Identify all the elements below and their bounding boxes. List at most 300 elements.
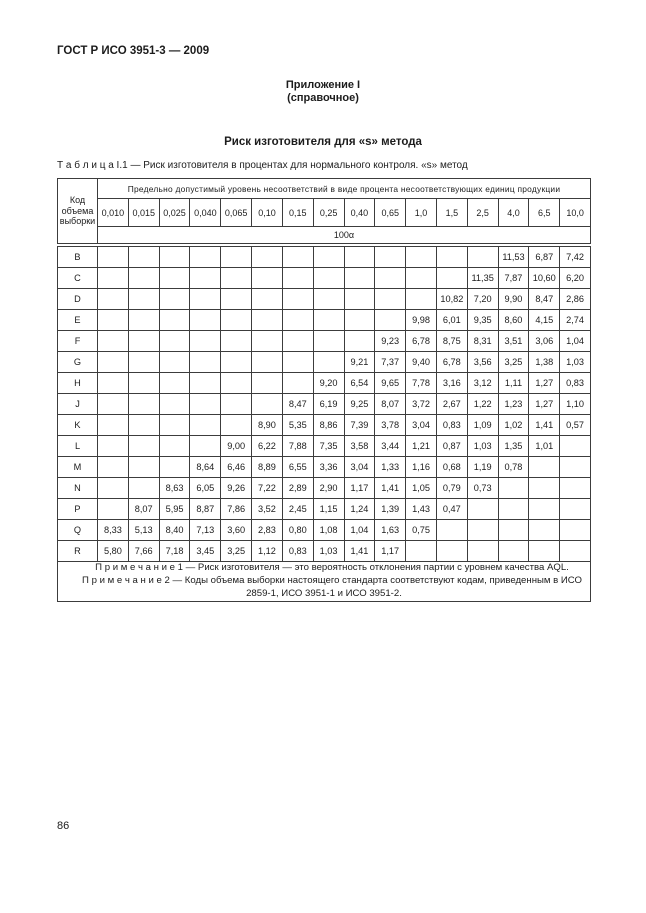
value-cell xyxy=(159,436,190,457)
page-number: 86 xyxy=(57,820,70,832)
value-cell xyxy=(406,289,437,310)
value-cell xyxy=(98,478,129,499)
sample-size-code: C xyxy=(58,268,98,289)
value-cell xyxy=(98,331,129,352)
value-cell: 6,55 xyxy=(282,457,313,478)
value-cell: 1,19 xyxy=(467,457,498,478)
value-cell: 1,27 xyxy=(529,394,560,415)
aql-values-row xyxy=(58,199,591,227)
sample-size-code: D xyxy=(58,289,98,310)
value-cell xyxy=(529,520,560,541)
value-cell: 6,01 xyxy=(436,310,467,331)
value-cell: 1,04 xyxy=(560,331,591,352)
value-cell xyxy=(128,331,159,352)
risk-table xyxy=(57,178,591,602)
value-cell xyxy=(98,394,129,415)
value-cell: 1,03 xyxy=(467,436,498,457)
value-cell xyxy=(313,289,344,310)
value-cell xyxy=(190,331,221,352)
value-cell xyxy=(159,394,190,415)
value-cell: 1,33 xyxy=(375,457,406,478)
value-cell xyxy=(128,415,159,436)
value-cell: 8,31 xyxy=(467,331,498,352)
value-cell: 1,03 xyxy=(313,541,344,562)
value-cell xyxy=(159,331,190,352)
value-cell: 1,22 xyxy=(467,394,498,415)
value-cell: 7,86 xyxy=(221,499,252,520)
value-cell xyxy=(313,245,344,268)
value-cell: 0,79 xyxy=(436,478,467,499)
value-cell xyxy=(98,436,129,457)
value-cell xyxy=(344,268,375,289)
value-cell: 3,25 xyxy=(498,352,529,373)
value-cell: 1,39 xyxy=(375,499,406,520)
value-cell xyxy=(436,541,467,562)
value-cell: 8,47 xyxy=(282,394,313,415)
value-cell xyxy=(344,310,375,331)
table-note xyxy=(58,575,590,601)
value-cell: 5,13 xyxy=(128,520,159,541)
value-cell xyxy=(252,310,283,331)
value-cell xyxy=(159,289,190,310)
value-cell xyxy=(375,289,406,310)
table-note xyxy=(58,562,590,575)
value-cell xyxy=(190,415,221,436)
value-cell: 9,20 xyxy=(313,373,344,394)
table-row xyxy=(58,268,591,289)
note-text: — Риск изготовителя — это вероятность отклонения партии с уровнем качества AQL. xyxy=(183,562,569,573)
value-cell: 2,86 xyxy=(560,289,591,310)
value-cell: 3,44 xyxy=(375,436,406,457)
note-text: — Коды объема выборки настоящего стандарта соответствуют кодам, приведенным в ИСО 2859-1, ИСО 3951-1 и ИСО 3951-2. xyxy=(169,574,582,599)
value-cell: 0,78 xyxy=(498,457,529,478)
value-cell xyxy=(406,541,437,562)
value-cell xyxy=(252,394,283,415)
value-cell: 6,05 xyxy=(190,478,221,499)
value-cell xyxy=(159,457,190,478)
value-cell: 1,41 xyxy=(375,478,406,499)
value-cell xyxy=(159,352,190,373)
value-cell xyxy=(128,289,159,310)
note-label: П р и м е ч а н и е 2 xyxy=(82,574,170,586)
sample-size-code: P xyxy=(58,499,98,520)
value-cell xyxy=(282,268,313,289)
aql-column-header: 0,010 xyxy=(98,199,129,227)
value-cell: 7,37 xyxy=(375,352,406,373)
table-row xyxy=(58,457,591,478)
value-cell: 0,80 xyxy=(282,520,313,541)
value-cell: 6,87 xyxy=(529,245,560,268)
value-cell xyxy=(98,352,129,373)
value-cell: 3,78 xyxy=(375,415,406,436)
value-cell: 1,01 xyxy=(529,436,560,457)
value-cell: 8,63 xyxy=(159,478,190,499)
table-row xyxy=(58,478,591,499)
value-cell: 3,56 xyxy=(467,352,498,373)
value-cell xyxy=(98,373,129,394)
value-cell: 1,15 xyxy=(313,499,344,520)
value-cell: 0,57 xyxy=(560,415,591,436)
value-cell: 0,73 xyxy=(467,478,498,499)
value-cell: 0,68 xyxy=(436,457,467,478)
value-cell: 6,54 xyxy=(344,373,375,394)
sample-size-code: G xyxy=(58,352,98,373)
value-cell: 1,03 xyxy=(560,352,591,373)
table-row xyxy=(58,245,591,268)
aql-column-header: 0,65 xyxy=(375,199,406,227)
value-cell: 6,46 xyxy=(221,457,252,478)
value-cell xyxy=(498,541,529,562)
value-cell: 2,74 xyxy=(560,310,591,331)
value-cell: 1,16 xyxy=(406,457,437,478)
value-cell xyxy=(221,245,252,268)
value-cell xyxy=(190,310,221,331)
table-caption-text: — Риск изготовителя в процентах для нормального контроля. «s» метод xyxy=(127,160,468,171)
span-header-row xyxy=(58,179,591,199)
value-cell: 1,17 xyxy=(375,541,406,562)
value-cell xyxy=(221,268,252,289)
value-cell xyxy=(98,499,129,520)
value-cell xyxy=(98,310,129,331)
value-cell: 9,65 xyxy=(375,373,406,394)
value-cell: 1,63 xyxy=(375,520,406,541)
value-cell: 3,04 xyxy=(344,457,375,478)
value-cell: 2,89 xyxy=(282,478,313,499)
value-cell: 1,43 xyxy=(406,499,437,520)
value-cell xyxy=(190,289,221,310)
value-cell: 0,83 xyxy=(282,541,313,562)
value-cell xyxy=(128,394,159,415)
value-cell xyxy=(282,331,313,352)
value-cell: 1,38 xyxy=(529,352,560,373)
value-cell xyxy=(560,478,591,499)
value-cell: 8,60 xyxy=(498,310,529,331)
value-cell: 7,66 xyxy=(128,541,159,562)
value-cell: 8,33 xyxy=(98,520,129,541)
value-cell: 6,22 xyxy=(252,436,283,457)
value-cell: 3,52 xyxy=(252,499,283,520)
value-cell: 7,78 xyxy=(406,373,437,394)
value-cell: 1,41 xyxy=(529,415,560,436)
value-cell xyxy=(128,352,159,373)
value-cell xyxy=(498,478,529,499)
value-cell: 8,89 xyxy=(252,457,283,478)
value-cell xyxy=(560,436,591,457)
value-cell: 3,25 xyxy=(221,541,252,562)
aql-column-header: 10,0 xyxy=(560,199,591,227)
value-cell xyxy=(252,331,283,352)
value-cell: 8,64 xyxy=(190,457,221,478)
value-cell xyxy=(344,331,375,352)
value-cell: 3,04 xyxy=(406,415,437,436)
aql-column-header: 0,040 xyxy=(190,199,221,227)
table-row xyxy=(58,520,591,541)
table-body xyxy=(58,245,591,562)
value-cell: 3,51 xyxy=(498,331,529,352)
value-cell xyxy=(344,245,375,268)
value-cell: 4,15 xyxy=(529,310,560,331)
value-cell xyxy=(128,478,159,499)
value-cell: 2,90 xyxy=(313,478,344,499)
table-row xyxy=(58,499,591,520)
value-cell xyxy=(436,245,467,268)
table-row xyxy=(58,415,591,436)
value-cell: 8,75 xyxy=(436,331,467,352)
sample-size-code: Q xyxy=(58,520,98,541)
value-cell: 1,24 xyxy=(344,499,375,520)
value-cell xyxy=(282,373,313,394)
value-cell xyxy=(221,415,252,436)
value-cell: 3,60 xyxy=(221,520,252,541)
value-cell xyxy=(221,352,252,373)
aql-span-header: Предельно допустимый уровень несоответствий в виде процента несоответствующих единиц продукции xyxy=(98,179,591,199)
value-cell: 3,72 xyxy=(406,394,437,415)
value-cell: 8,86 xyxy=(313,415,344,436)
value-cell: 1,12 xyxy=(252,541,283,562)
table-row xyxy=(58,289,591,310)
value-cell xyxy=(375,310,406,331)
appendix-subtitle: (справочное) xyxy=(287,92,359,104)
value-cell xyxy=(190,436,221,457)
value-cell xyxy=(282,310,313,331)
value-cell: 3,58 xyxy=(344,436,375,457)
value-cell xyxy=(190,352,221,373)
value-cell xyxy=(313,331,344,352)
value-cell xyxy=(159,373,190,394)
aql-column-header: 0,25 xyxy=(313,199,344,227)
value-cell xyxy=(375,268,406,289)
value-cell: 7,87 xyxy=(498,268,529,289)
sample-size-code: L xyxy=(58,436,98,457)
table-row xyxy=(58,394,591,415)
value-cell xyxy=(252,245,283,268)
value-cell xyxy=(529,478,560,499)
aql-column-header: 1,5 xyxy=(436,199,467,227)
table-footer xyxy=(58,562,591,602)
value-cell: 9,35 xyxy=(467,310,498,331)
value-cell: 10,82 xyxy=(436,289,467,310)
value-cell xyxy=(560,541,591,562)
sample-size-code: R xyxy=(58,541,98,562)
value-cell xyxy=(498,520,529,541)
value-cell: 3,12 xyxy=(467,373,498,394)
note-label: П р и м е ч а н и е 1 xyxy=(95,562,183,573)
value-cell: 1,21 xyxy=(406,436,437,457)
table-row xyxy=(58,373,591,394)
value-cell xyxy=(436,268,467,289)
value-cell xyxy=(98,245,129,268)
value-cell xyxy=(128,373,159,394)
value-cell xyxy=(252,268,283,289)
value-cell: 2,67 xyxy=(436,394,467,415)
aql-column-header: 0,025 xyxy=(159,199,190,227)
value-cell xyxy=(190,373,221,394)
table-row xyxy=(58,541,591,562)
value-cell: 1,09 xyxy=(467,415,498,436)
aql-column-header: 0,40 xyxy=(344,199,375,227)
value-cell: 7,22 xyxy=(252,478,283,499)
value-cell xyxy=(98,289,129,310)
value-cell: 2,45 xyxy=(282,499,313,520)
value-cell xyxy=(128,457,159,478)
value-cell xyxy=(128,310,159,331)
sample-size-code: N xyxy=(58,478,98,499)
alpha-label: 100α xyxy=(98,227,591,246)
value-cell: 6,20 xyxy=(560,268,591,289)
value-cell: 3,45 xyxy=(190,541,221,562)
section-title: Риск изготовителя для «s» метода xyxy=(224,136,422,148)
table-row xyxy=(58,352,591,373)
value-cell: 0,83 xyxy=(560,373,591,394)
value-cell: 1,02 xyxy=(498,415,529,436)
value-cell: 8,47 xyxy=(529,289,560,310)
value-cell: 9,23 xyxy=(375,331,406,352)
value-cell: 1,04 xyxy=(344,520,375,541)
value-cell xyxy=(128,268,159,289)
value-cell: 11,53 xyxy=(498,245,529,268)
value-cell xyxy=(467,541,498,562)
value-cell: 3,16 xyxy=(436,373,467,394)
value-cell xyxy=(529,499,560,520)
value-cell xyxy=(313,310,344,331)
value-cell: 9,90 xyxy=(498,289,529,310)
table-caption-label: Т а б л и ц а I.1 xyxy=(57,160,128,171)
code-column-header: Код объема выборки xyxy=(58,179,98,246)
value-cell: 1,41 xyxy=(344,541,375,562)
value-cell xyxy=(560,499,591,520)
value-cell xyxy=(190,394,221,415)
value-cell xyxy=(98,457,129,478)
value-cell: 3,06 xyxy=(529,331,560,352)
value-cell: 9,25 xyxy=(344,394,375,415)
value-cell xyxy=(252,373,283,394)
appendix-title: Приложение I xyxy=(285,79,361,91)
value-cell: 10,60 xyxy=(529,268,560,289)
value-cell: 1,11 xyxy=(498,373,529,394)
value-cell: 8,90 xyxy=(252,415,283,436)
aql-column-header: 0,065 xyxy=(221,199,252,227)
value-cell xyxy=(221,394,252,415)
value-cell: 7,88 xyxy=(282,436,313,457)
sample-size-code: J xyxy=(58,394,98,415)
table-notes xyxy=(58,562,591,602)
value-cell xyxy=(560,457,591,478)
value-cell xyxy=(252,289,283,310)
value-cell xyxy=(344,289,375,310)
value-cell: 5,95 xyxy=(159,499,190,520)
document-header: ГОСТ Р ИСО 3951-3 — 2009 xyxy=(57,45,210,57)
aql-column-header: 0,15 xyxy=(282,199,313,227)
value-cell: 2,83 xyxy=(252,520,283,541)
aql-column-header: 6,5 xyxy=(529,199,560,227)
value-cell xyxy=(128,436,159,457)
value-cell: 0,87 xyxy=(436,436,467,457)
value-cell: 6,78 xyxy=(406,331,437,352)
sample-size-code: E xyxy=(58,310,98,331)
table-row xyxy=(58,331,591,352)
value-cell: 7,42 xyxy=(560,245,591,268)
value-cell xyxy=(159,245,190,268)
table-header xyxy=(58,179,591,246)
notes-row xyxy=(58,562,591,602)
table-row xyxy=(58,436,591,457)
alpha-row xyxy=(58,227,591,246)
value-cell: 8,07 xyxy=(128,499,159,520)
value-cell: 7,20 xyxy=(467,289,498,310)
value-cell: 7,18 xyxy=(159,541,190,562)
value-cell xyxy=(190,245,221,268)
value-cell xyxy=(467,245,498,268)
value-cell xyxy=(467,499,498,520)
value-cell: 11,35 xyxy=(467,268,498,289)
value-cell: 5,35 xyxy=(282,415,313,436)
value-cell: 7,35 xyxy=(313,436,344,457)
value-cell xyxy=(190,268,221,289)
sample-size-code: F xyxy=(58,331,98,352)
value-cell xyxy=(98,268,129,289)
value-cell xyxy=(375,245,406,268)
value-cell xyxy=(313,268,344,289)
value-cell xyxy=(406,245,437,268)
value-cell xyxy=(98,415,129,436)
value-cell: 0,83 xyxy=(436,415,467,436)
aql-column-header: 0,015 xyxy=(128,199,159,227)
value-cell: 1,23 xyxy=(498,394,529,415)
value-cell xyxy=(128,245,159,268)
value-cell xyxy=(529,457,560,478)
value-cell: 9,40 xyxy=(406,352,437,373)
value-cell: 9,26 xyxy=(221,478,252,499)
value-cell xyxy=(498,499,529,520)
value-cell: 1,08 xyxy=(313,520,344,541)
value-cell: 9,00 xyxy=(221,436,252,457)
value-cell xyxy=(560,520,591,541)
value-cell xyxy=(467,520,498,541)
value-cell: 0,47 xyxy=(436,499,467,520)
value-cell: 9,21 xyxy=(344,352,375,373)
value-cell: 9,98 xyxy=(406,310,437,331)
value-cell xyxy=(221,331,252,352)
value-cell xyxy=(282,289,313,310)
value-cell: 7,13 xyxy=(190,520,221,541)
value-cell: 3,36 xyxy=(313,457,344,478)
value-cell: 1,27 xyxy=(529,373,560,394)
value-cell xyxy=(159,310,190,331)
value-cell: 0,75 xyxy=(406,520,437,541)
aql-column-header: 4,0 xyxy=(498,199,529,227)
value-cell xyxy=(313,352,344,373)
aql-column-header: 1,0 xyxy=(406,199,437,227)
value-cell xyxy=(221,373,252,394)
value-cell: 1,05 xyxy=(406,478,437,499)
value-cell xyxy=(282,245,313,268)
value-cell: 6,19 xyxy=(313,394,344,415)
aql-column-header: 2,5 xyxy=(467,199,498,227)
value-cell: 8,07 xyxy=(375,394,406,415)
sample-size-code: K xyxy=(58,415,98,436)
sample-size-code: H xyxy=(58,373,98,394)
value-cell xyxy=(221,289,252,310)
value-cell: 1,10 xyxy=(560,394,591,415)
value-cell: 1,17 xyxy=(344,478,375,499)
value-cell xyxy=(221,310,252,331)
value-cell xyxy=(159,415,190,436)
value-cell xyxy=(406,268,437,289)
value-cell: 7,39 xyxy=(344,415,375,436)
value-cell xyxy=(159,268,190,289)
value-cell xyxy=(252,352,283,373)
value-cell: 5,80 xyxy=(98,541,129,562)
